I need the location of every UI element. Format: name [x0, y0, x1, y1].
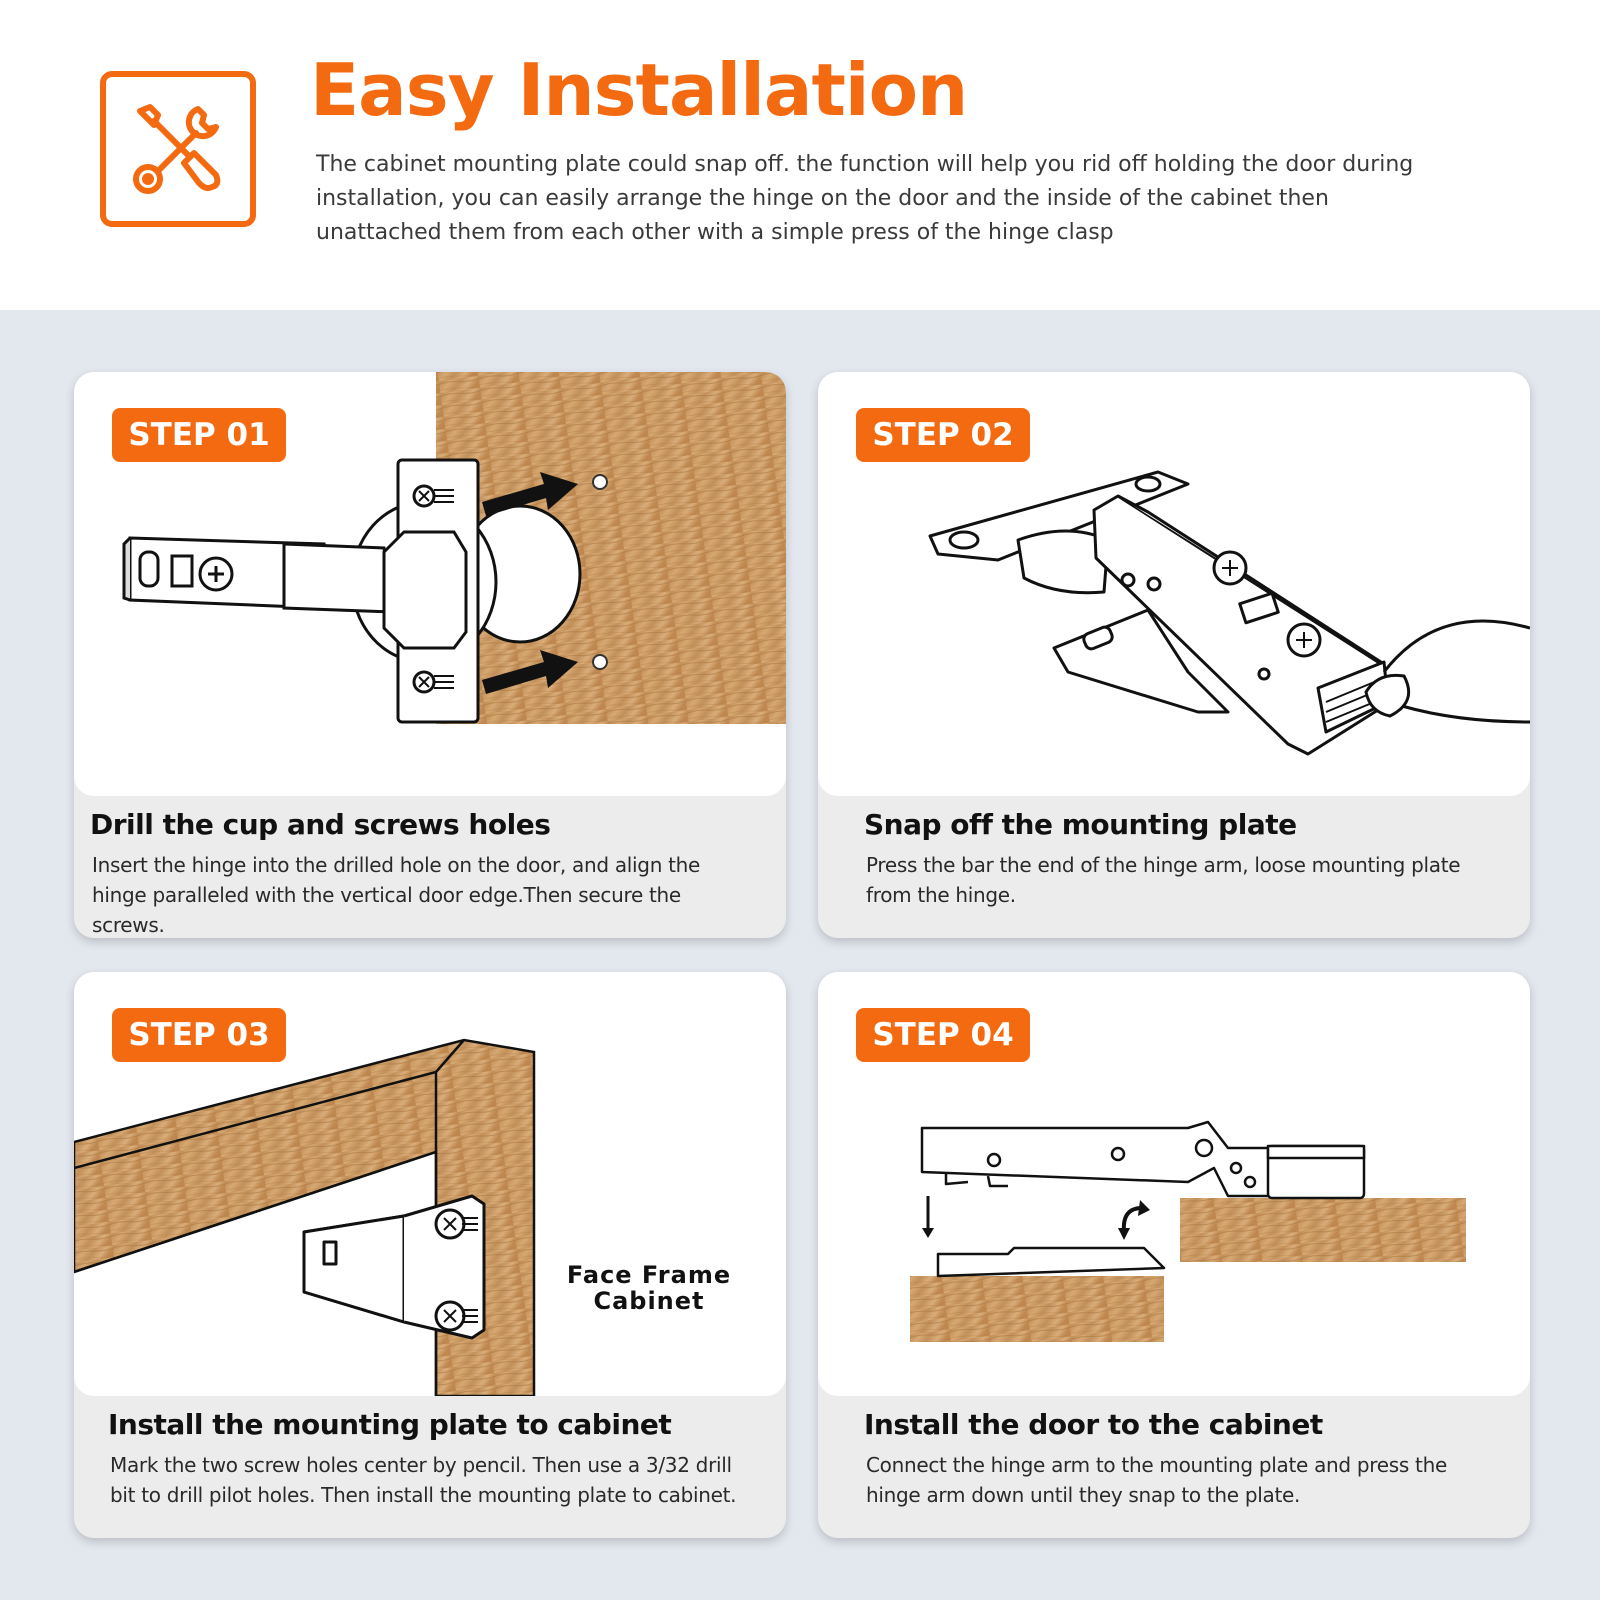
step-title: Install the mounting plate to cabinet [108, 1408, 672, 1441]
page-description: The cabinet mounting plate could snap off. the function will help you rid off holding the door during installation, you can easily arrange the hinge on the door and the inside of the cabinet then unattached them from each other with a simple press of the hinge clasp [316, 152, 1414, 245]
step-badge: STEP 03 [112, 1008, 286, 1062]
step-1-illustration [74, 372, 786, 796]
step-badge: STEP 04 [856, 1008, 1030, 1062]
wood-cabinet [910, 1276, 1164, 1342]
step-2-illustration [818, 372, 1530, 796]
step-badge: STEP 02 [856, 408, 1030, 462]
step-text: Press the bar the end of the hinge arm, loose mounting plate from the hinge. [866, 853, 1461, 907]
step-4-illustration [818, 972, 1530, 1396]
step-badge: STEP 01 [112, 408, 286, 462]
step-card-4 [818, 972, 1530, 1538]
logo-box [100, 71, 256, 227]
step-card-1 [74, 372, 786, 938]
step-title: Drill the cup and screws holes [90, 808, 551, 841]
step-title: Snap off the mounting plate [864, 808, 1297, 841]
step-title: Install the door to the cabinet [864, 1408, 1323, 1441]
header [0, 0, 1600, 310]
face-frame-label: Face Frame Cabinet [566, 1261, 732, 1315]
step-text: Connect the hinge arm to the mounting plate and press the hinge arm down until they snap to the plate. [866, 1453, 1447, 1507]
step-3-illustration [74, 972, 786, 1396]
step-text: Insert the hinge into the drilled hole on the door, and align the hinge paralleled with the vertical door edge.Then secure the screws. [92, 853, 701, 937]
step-text: Mark the two screw holes center by pencil. Then use a 3/32 drill bit to drill pilot holes. Then install the mounting plate to cabinet. [110, 1453, 737, 1507]
step-card-2 [818, 372, 1530, 938]
step-card-3 [74, 972, 786, 1538]
page-title: Easy Installation [310, 48, 968, 132]
tools-icon [128, 99, 228, 199]
wood-door [1180, 1198, 1466, 1262]
